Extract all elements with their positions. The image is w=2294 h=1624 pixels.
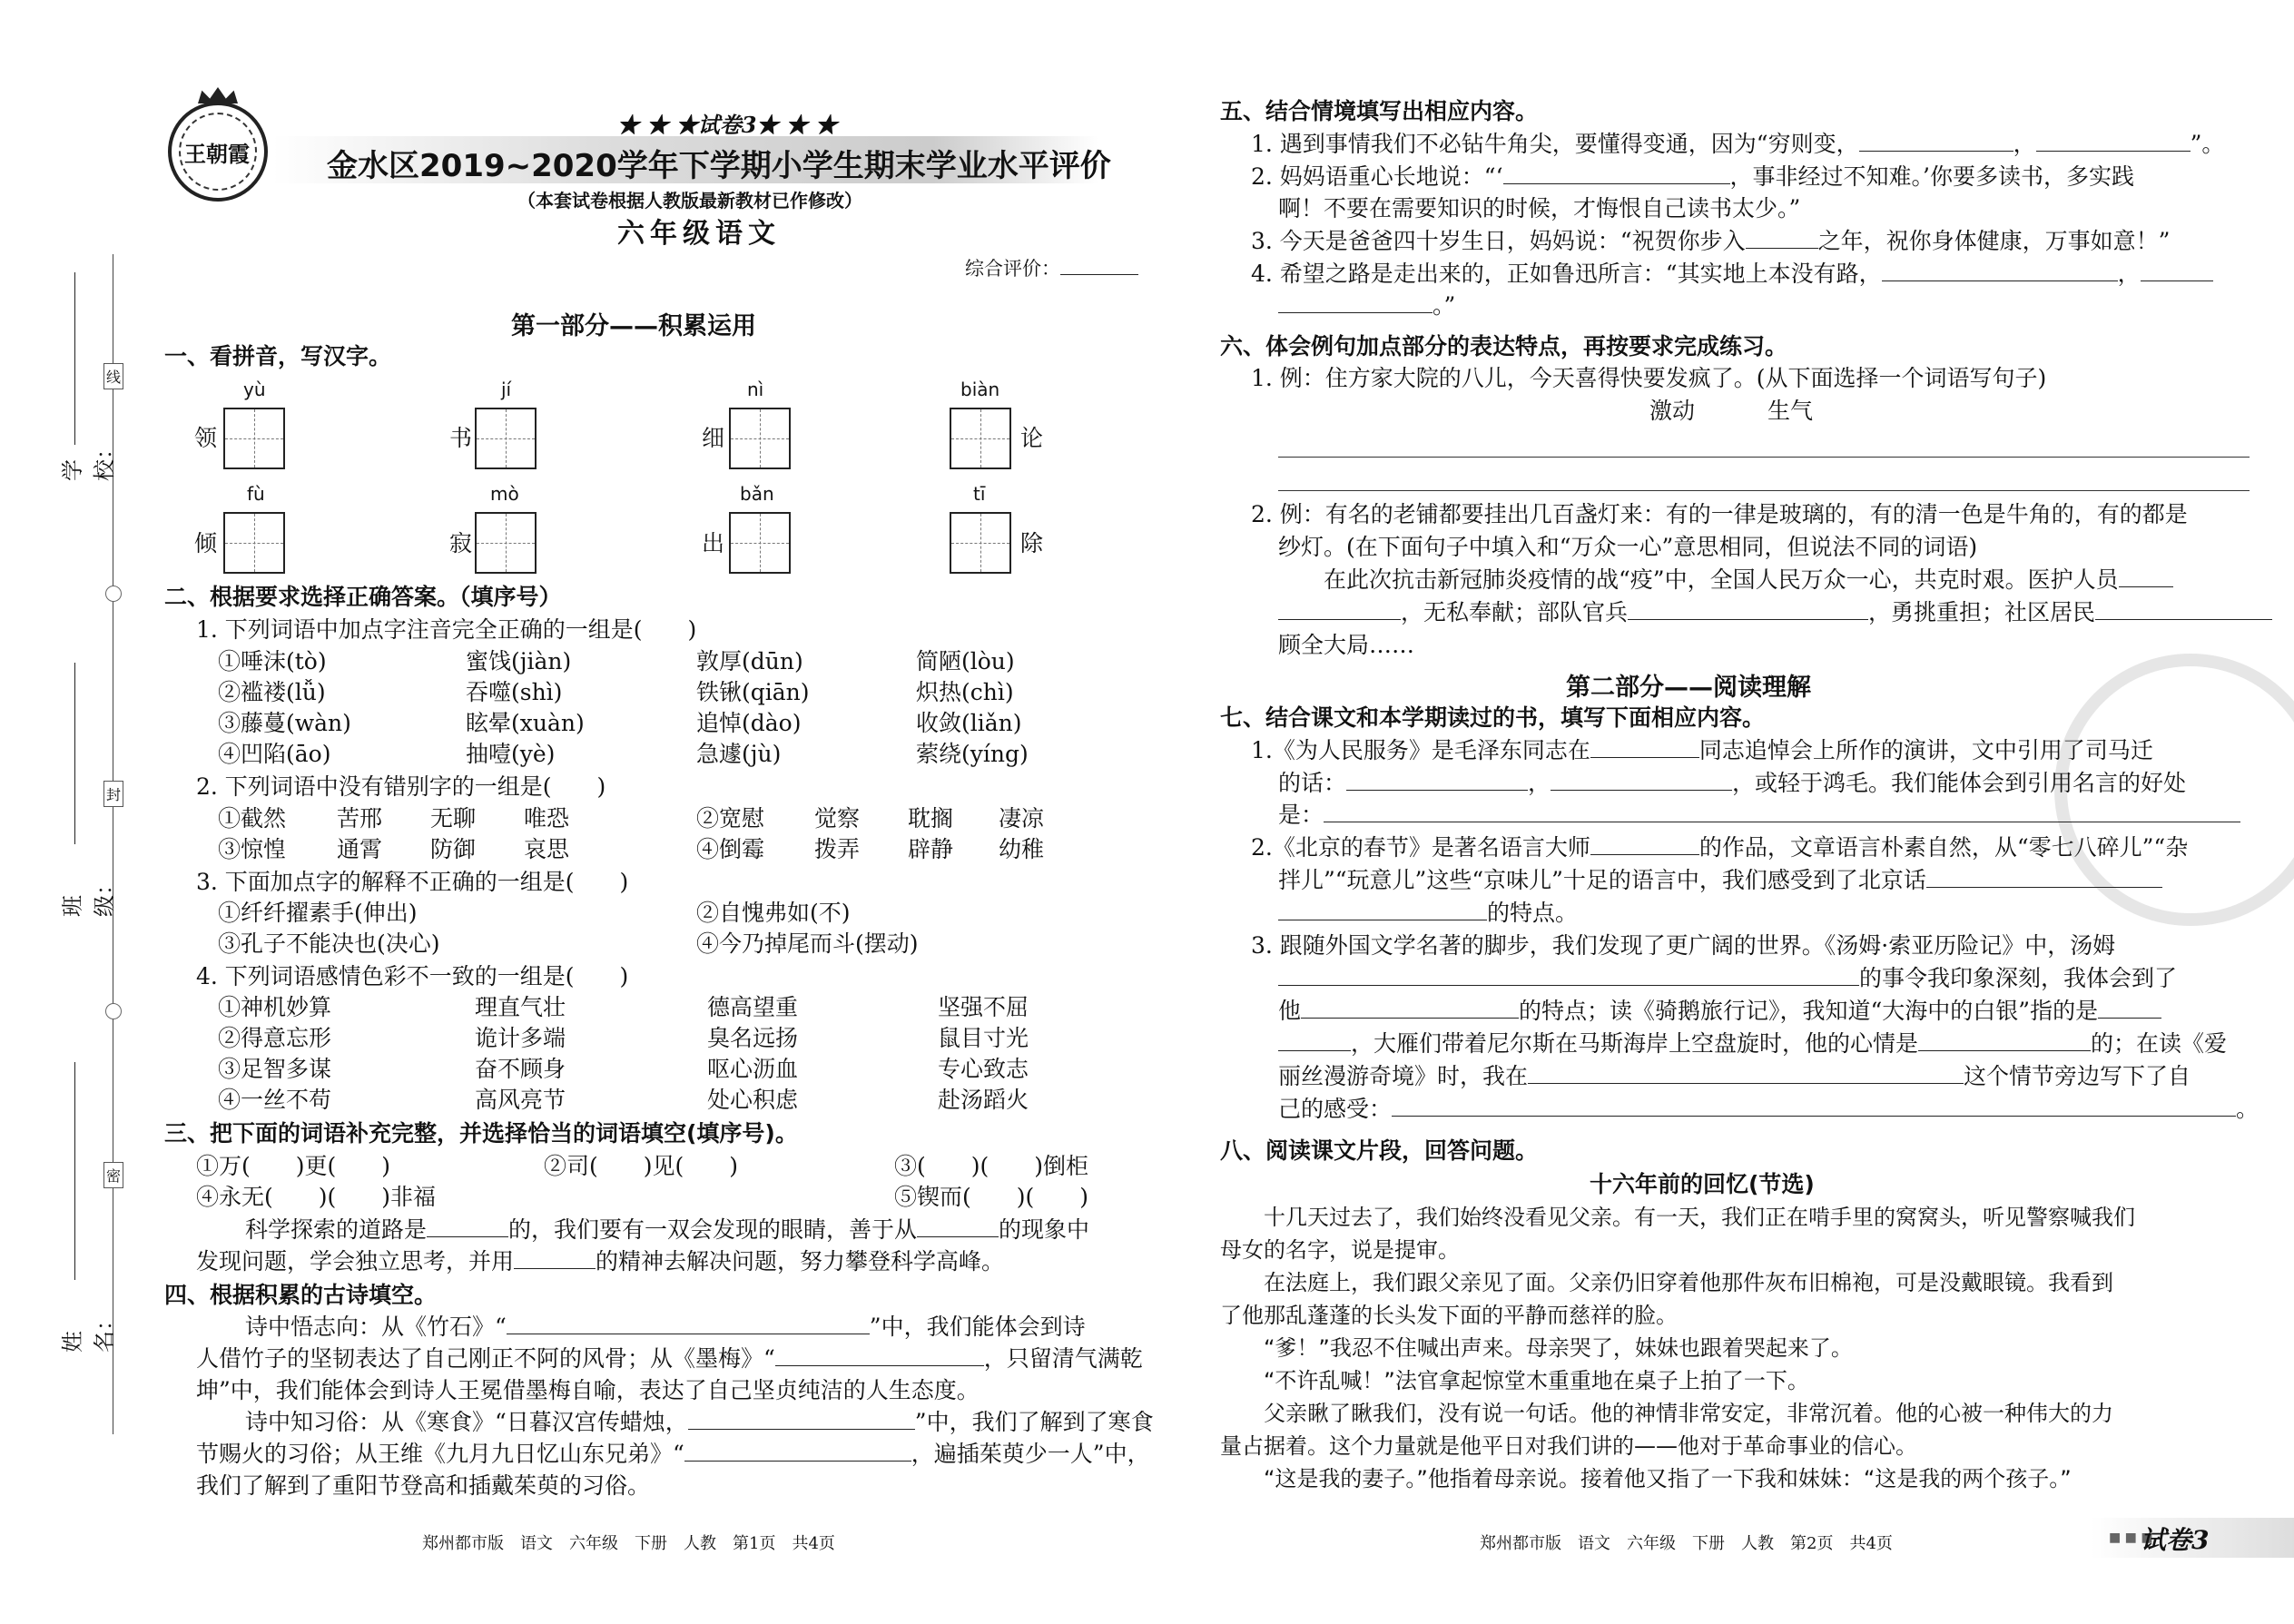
q2-s4-r2-c4: 鼠目寸光: [938, 1025, 1029, 1051]
q2-s3-r2-c2: ④今乃掉尾而斗(摆动): [696, 930, 919, 957]
q1-pinyin-8: tī: [973, 483, 986, 505]
q8-p2b: 了他那乱蓬蓬的长头发下面的平静而慈祥的脸。: [1220, 1303, 1678, 1328]
q6-answer-line-2[interactable]: [1278, 490, 2250, 491]
q3-r1-c2: ②司( )见( ): [544, 1153, 739, 1179]
q5-i1b: ，: [2013, 131, 2036, 157]
q2-s1-r4-c1: ④凹陷(āo): [218, 741, 331, 767]
q1-char-after-4: 论: [1020, 425, 1044, 451]
q3-r1-c3: ③( )( )倒柜: [894, 1153, 1089, 1179]
q4-l5b: ，遍插茱萸少一人”中，: [911, 1441, 1150, 1467]
q8-p6: “这是我的妻子。”他指着母亲说。接着他又指了一下我和妹妹：“这是我的两个孩子。”: [1264, 1466, 2072, 1491]
q7-a6: 是：: [1278, 802, 1324, 828]
q6-answer-line-1[interactable]: [1278, 457, 2250, 458]
q2-s1-r1-c3: 敦厚(dūn): [696, 648, 803, 674]
q8-p5: 父亲瞅了瞅我们，没有说一句话。他的神情非常安定，非常沉着。他的心被一种伟大的力: [1264, 1401, 2113, 1426]
q4-l4b: ”中，我们了解到了寒食: [914, 1409, 1154, 1435]
q7-a1: 1.《为人民服务》是毛泽东同志在: [1251, 737, 1590, 763]
q1-writing-box-2[interactable]: [475, 408, 537, 469]
trial-label-text: 试卷3: [697, 112, 757, 138]
q7-item1: [1251, 735, 2153, 766]
q7-item2: [1251, 832, 2188, 863]
q2-s4-r2-c3: 臭名远扬: [707, 1025, 799, 1051]
q7-blank-3[interactable]: [1551, 770, 1732, 791]
q8-p5b: 量占据着。这个力量就是他平日对我们讲的——他对于革命事业的信心。: [1220, 1433, 1917, 1459]
q6-blank-3[interactable]: [1628, 599, 1868, 620]
q7-item3-e: [1278, 1061, 2191, 1092]
q4-l1a: 诗中悟志向：从《竹石》“: [245, 1314, 507, 1340]
q1-pinyin-1: yù: [243, 379, 266, 400]
q1-pinyin-6: mò: [490, 483, 519, 505]
q5-item2: [1251, 162, 2134, 192]
q2-s4-r3-c3: 呕心沥血: [707, 1056, 799, 1082]
q7-blank-6[interactable]: [1926, 867, 2162, 888]
q7-item2-b: [1278, 865, 2162, 896]
q5-blank-2[interactable]: [2036, 131, 2191, 152]
q5-blank-1[interactable]: [1859, 131, 2013, 152]
binding-mi-char: 密: [103, 1162, 123, 1188]
q2-s4-r2-c2: 诡计多端: [475, 1025, 566, 1051]
q2-s3-r1-c2: ②自愧弗如(不): [696, 900, 851, 926]
q3-p1a: 科学探索的道路是: [245, 1216, 428, 1243]
q4-line4: [245, 1407, 1154, 1438]
q7-c3: 他: [1278, 998, 1302, 1024]
q7-c5: ，大雁们带着尼尔斯在马斯海岸上空盘旋时，他的心情是: [1351, 1030, 1919, 1057]
q7-blank-10[interactable]: [2098, 998, 2161, 1019]
q5-i4b: ，: [2117, 261, 2141, 287]
q4-l2a: 人借竹子的坚韧表达了自己刚正不阿的风骨；从《墨梅》“: [196, 1345, 775, 1372]
q5-blank-4[interactable]: [1746, 228, 1818, 249]
overall-rating-blank[interactable]: [1060, 254, 1138, 275]
q6-i2e: ，勇挑重担；社区居民: [1868, 599, 2096, 625]
q5-item4: [1251, 259, 2213, 290]
q7-c9: 己的感受：: [1278, 1096, 1393, 1122]
q2-s1-r4-c2: 抽噎(yè): [466, 741, 556, 767]
q7-item2-c: [1278, 898, 1578, 929]
q1-char-before-5: 倾: [194, 530, 218, 556]
footer-trial-label: 试卷3: [2141, 1525, 2210, 1555]
q2-s4-r4-c3: 处心积虑: [707, 1087, 799, 1113]
q1-pinyin-4: biàn: [960, 379, 1000, 400]
q3-r2-c2: ⑤锲而( )( ): [894, 1184, 1089, 1210]
q4-l4a: 诗中知习俗：从《寒食》“日暮汉宫传蜡烛，: [245, 1409, 688, 1435]
q4-blank-4[interactable]: [684, 1441, 911, 1462]
q3-para-line1: [245, 1215, 1089, 1245]
footer-squares: ■ ■ ■: [2109, 1530, 2153, 1545]
q2-s2-r1-c5: ②宽慰: [696, 805, 765, 832]
q7-b3: 拌儿”“玩意儿”这些“京味儿”十足的语言中，我们感受到了北京话: [1278, 867, 1926, 893]
q6-i2d: ，无私奉献；部队官兵: [1401, 599, 1629, 625]
q1-char-before-7: 出: [702, 530, 725, 556]
q4-line1: [245, 1312, 1086, 1343]
q5-blank-6[interactable]: [2141, 261, 2213, 281]
overall-rating-label: 综合评价：: [965, 258, 1060, 280]
q3-p2b: 的精神去解决问题，努力攀登科学高峰。: [596, 1248, 1005, 1275]
q4-blank-2[interactable]: [775, 1345, 984, 1366]
q1-writing-box-5[interactable]: [223, 512, 285, 574]
q2-s2-r1-c7: 耽搁: [908, 805, 954, 832]
q6-item2-f: 顾全大局……: [1278, 632, 1415, 658]
right-page: [1147, 0, 2294, 1624]
q7-b2: 的作品，文章语言朴素自然，从“零七八碎儿”“杂: [1698, 834, 2189, 861]
q2-s2-stem: 2. 下列词语中没有错别字的一组是( ): [196, 773, 606, 800]
name-field-line: [74, 1062, 75, 1280]
q2-s3-stem: 3. 下面加点字的解释不正确的一组是( ): [196, 869, 629, 895]
q1-writing-box-3[interactable]: [729, 408, 791, 469]
q1-writing-box-7[interactable]: [729, 512, 791, 574]
q4-line3: 坤”中，我们能体会到诗人王冕借墨梅自喻，表达了自己坚贞纯洁的人生态度。: [196, 1377, 980, 1403]
q6-item2-b: 纱灯。(在下面句子中填入和“万众一心”意思相同，但说法不同的词语): [1278, 534, 1978, 560]
q7-item3-d: [1278, 1029, 2227, 1059]
q6-blank-4[interactable]: [2095, 599, 2272, 620]
q2-s4-r1-c4: 坚强不屈: [938, 994, 1029, 1020]
q5-i1a: 1. 遇到事情我们不必钻牛角尖，要懂得变通，因为“穷则变，: [1251, 131, 1859, 157]
q2-s4-r3-c4: 专心致志: [938, 1056, 1029, 1082]
q5-blank-5[interactable]: [1882, 261, 2118, 281]
q7-b1: 2.《北京的春节》是著名语言大师: [1251, 834, 1590, 861]
part1-heading: 第一部分——积累运用: [511, 312, 756, 340]
q6-item2-c: [1324, 565, 2173, 595]
q6-i2c: 在此次抗击新冠肺炎疫情的战“疫”中，全国人民万众一心，共克时艰。医护人员: [1324, 566, 2119, 593]
q4-heading: 四、根据积累的古诗填空。: [164, 1282, 438, 1308]
q2-heading: 二、根据要求选择正确答案。（填序号）: [164, 584, 562, 610]
q6-item1: 1. 例：住方家大院的八儿，今天喜得快要发疯了。(从下面选择一个词语写句子): [1251, 365, 2047, 391]
q7-c8: 这个情节旁边写下了自: [1964, 1063, 2191, 1089]
q7-blank-12[interactable]: [1918, 1030, 2091, 1051]
q3-r1-c1: ①万( )更( ): [196, 1153, 391, 1179]
q1-char-after-8: 除: [1020, 530, 1044, 556]
q7-blank-14[interactable]: [1392, 1096, 2236, 1117]
q5-i4c: 。”: [1433, 292, 1456, 319]
q2-s1-r2-c2: 吞噬(shì): [466, 679, 563, 705]
q4-line5: [196, 1439, 1150, 1470]
q4-blank-1[interactable]: [507, 1314, 870, 1334]
q2-s1-r2-c1: ②褴褛(lǚ): [218, 679, 326, 705]
q2-s2-r2-c3: 防御: [430, 836, 477, 862]
q5-i2b: ，事非经过不知难。’你要多读书，多实践: [1729, 163, 2134, 190]
q2-s4-r4-c2: 高风亮节: [475, 1087, 566, 1113]
q6-blank-2[interactable]: [1278, 599, 1401, 620]
q6-word-1: 激动: [1649, 398, 1696, 424]
class-field[interactable]: [54, 663, 117, 953]
q5-blank-3[interactable]: [1503, 163, 1730, 184]
logo-crown: [198, 87, 238, 103]
exam-title: 金水区2019~2020学年下学期小学生期末学业水平评价: [327, 148, 1111, 184]
overall-rating: [965, 254, 1138, 281]
q7-blank-11[interactable]: [1278, 1030, 1351, 1051]
q4-l1b: ”中，我们能体会到诗: [869, 1314, 1086, 1340]
q2-s1-r1-c1: ①唾沫(tò): [218, 648, 327, 674]
q3-blank-3[interactable]: [514, 1248, 596, 1269]
binding-seal-char: 封: [103, 781, 123, 807]
q7-a3: 的话：: [1278, 770, 1347, 796]
q2-s4-r1-c1: ①神机妙算: [218, 994, 332, 1020]
q2-s1-r3-c1: ③藤蔓(wàn): [218, 710, 351, 736]
q7-blank-1[interactable]: [1590, 737, 1699, 758]
q2-s1-r1-c4: 简陋(lòu): [916, 648, 1015, 674]
q8-p4: “不许乱喊！”法官拿起惊堂木重重地在桌子上拍了一下。: [1264, 1368, 1809, 1393]
q3-blank-1[interactable]: [427, 1216, 508, 1237]
q7-item1-b: [1278, 768, 2186, 799]
school-label: 学校：: [60, 438, 117, 481]
binding-dot-2: [105, 1003, 122, 1019]
q7-c2: 的事令我印象深刻，我体会到了: [1859, 965, 2178, 991]
q7-item3-f: [1278, 1094, 2259, 1125]
q4-blank-3[interactable]: [688, 1409, 915, 1430]
q6-heading: 六、体会例句加点部分的表达特点，再按要求完成练习。: [1220, 333, 1788, 359]
name-field[interactable]: [54, 1062, 117, 1389]
q2-s4-stem: 4. 下列词语感情色彩不一致的一组是( ): [196, 963, 629, 989]
q5-i1c: ”。: [2190, 131, 2225, 157]
q5-item4-cont: [1278, 290, 1455, 321]
q6-blank-1[interactable]: [2119, 566, 2173, 587]
q2-s4-r4-c1: ④一丝不苟: [218, 1087, 332, 1113]
q2-s4-r3-c1: ③足智多谋: [218, 1056, 332, 1082]
q4-l5a: 节赐火的习俗；从王维《九月九日忆山东兄弟》“: [196, 1441, 684, 1467]
q7-a4: ，: [1528, 770, 1551, 796]
q2-s4-r1-c2: 理直气壮: [475, 994, 566, 1020]
q1-writing-box-4[interactable]: [950, 408, 1011, 469]
q2-s2-r1-c2: 苦邢: [337, 805, 383, 832]
q2-s1-r3-c2: 眩晕(xuàn): [466, 710, 585, 736]
q7-blank-7[interactable]: [1278, 900, 1487, 920]
q2-s2-r2-c8: 幼稚: [999, 836, 1045, 862]
q2-s1-r1-c2: 蜜饯(jiàn): [466, 648, 572, 674]
q2-s2-r2-c7: 辟静: [908, 836, 954, 862]
q2-s1-r4-c3: 急遽(jù): [696, 741, 782, 767]
q1-pinyin-2: jí: [501, 379, 512, 400]
q5-i4a: 4. 希望之路是走出来的，正如鲁迅所言：“其实地上本没有路，: [1251, 261, 1882, 287]
q7-c7: 丽丝漫游奇境》时，我在: [1278, 1063, 1529, 1089]
q1-char-before-3: 细: [702, 425, 725, 451]
q5-item3: [1251, 226, 2170, 257]
q7-blank-2[interactable]: [1346, 770, 1528, 791]
q3-heading: 三、把下面的词语补充完整，并选择恰当的词语填空(填序号)。: [164, 1120, 798, 1147]
binding-margin: [54, 254, 122, 1434]
q8-p1: 十几天过去了，我们始终没看见父亲。有一天，我们正在啃手里的窝窝头，听见警察喊我们: [1264, 1205, 2135, 1230]
q2-s3-r1-c1: ①纤纤擢素手(伸出): [218, 900, 418, 926]
q2-s2-r1-c4: 唯恐: [524, 805, 570, 832]
q7-item3-c: [1278, 996, 2161, 1027]
right-footer: 郑州都市版 语文 六年级 下册 人教 第2页 共4页: [1480, 1534, 1893, 1553]
q8-p2: 在法庭上，我们跟父亲见了面。父亲仍旧穿着他那件灰布旧棉袍，可是没戴眼镜。我看到: [1264, 1270, 2113, 1295]
logo-text: 王朝霞: [184, 141, 250, 167]
q2-s2-r1-c8: 凄凉: [999, 805, 1045, 832]
q7-blank-9[interactable]: [1301, 998, 1519, 1019]
q2-s2-r1-c6: 觉察: [814, 805, 861, 832]
q7-c6: 的；在读《爱: [2091, 1030, 2228, 1057]
exam-subject: 六年级语文: [617, 218, 781, 250]
q7-blank-4[interactable]: [1324, 802, 2240, 822]
school-field-line: [74, 272, 75, 445]
q7-blank-8[interactable]: [1278, 965, 1859, 986]
q8-heading: 八、阅读课文片段，回答问题。: [1220, 1137, 1539, 1164]
q1-pinyin-3: nì: [747, 379, 764, 400]
q7-item3-b: [1278, 963, 2177, 994]
q3-p1c: 的现象中: [999, 1216, 1090, 1243]
q2-s1-r2-c3: 铁锹(qiān): [696, 679, 810, 705]
q2-s4-r4-c4: 赴汤蹈火: [938, 1087, 1029, 1113]
binding-line-char: 线: [103, 363, 123, 389]
school-field[interactable]: [54, 263, 117, 536]
binding-dot-1: [105, 586, 122, 602]
exam-note: （本套试卷根据人教版最新教材已作修改）: [517, 190, 862, 212]
q7-heading: 七、结合课文和本学期读过的书，填写下面相应内容。: [1220, 704, 1766, 731]
q6-item2: 2. 例：有名的老铺都要挂出几百盏灯来：有的一律是玻璃的，有的清一色是牛角的，有的都是: [1251, 501, 2188, 527]
q3-r2-c1: ④永无( )( )非福: [196, 1184, 437, 1210]
q1-heading: 一、看拼音，写汉字。: [164, 343, 392, 369]
q5-i3a: 3. 今天是爸爸四十岁生日，妈妈说：“祝贺你步入: [1251, 228, 1746, 254]
class-field-line: [74, 663, 75, 844]
q5-blank-7[interactable]: [1278, 292, 1433, 313]
q5-item2-cont: 啊！不要在需要知识的时候，才悔恨自己读书太少。”: [1278, 195, 1801, 221]
q7-item1-c: [1278, 800, 2240, 831]
q2-s1-r3-c3: 追悼(dào): [696, 710, 802, 736]
q3-blank-2[interactable]: [917, 1216, 999, 1237]
q5-heading: 五、结合情境填写出相应内容。: [1220, 98, 1539, 124]
q2-s2-r1-c3: 无聊: [430, 805, 477, 832]
q8-passage-title: 十六年前的回忆(节选): [1590, 1171, 1815, 1197]
q6-word-2: 生气: [1767, 398, 1814, 424]
q7-blank-5[interactable]: [1590, 834, 1699, 855]
q8-p3: “爹！”我忍不住喊出声来。母亲哭了，妹妹也跟着哭起来了。: [1264, 1335, 1853, 1361]
part2-heading: 第二部分——阅读理解: [1566, 674, 1811, 702]
q3-para-line2: [196, 1246, 1004, 1277]
q7-c10: 。: [2236, 1096, 2260, 1122]
q1-pinyin-5: fù: [247, 483, 265, 505]
q2-s1-r3-c4: 收敛(liǎn): [916, 710, 1022, 736]
q2-s4-r3-c2: 奋不顾身: [475, 1056, 566, 1082]
q1-writing-box-1[interactable]: [223, 408, 285, 469]
q5-i2a: 2. 妈妈语重心长地说：“‘: [1251, 163, 1503, 190]
class-label: 班级：: [60, 873, 117, 917]
q1-char-before-2: 书: [449, 425, 473, 451]
left-footer: 郑州都市版 语文 六年级 下册 人教 第1页 共4页: [422, 1534, 835, 1553]
q2-s1-r2-c4: 炽热(chì): [916, 679, 1014, 705]
q5-i3b: 之年，祝你身体健康，万事如意！”: [1817, 228, 2171, 254]
q1-char-before-6: 寂: [449, 530, 473, 556]
q7-b4: 的特点。: [1487, 900, 1579, 926]
q2-s2-r2-c5: ④倒霉: [696, 836, 765, 862]
q2-s4-r1-c3: 德高望重: [707, 994, 799, 1020]
q7-a2: 同志追悼会上所作的演讲，文中引用了司马迁: [1698, 737, 2153, 763]
q4-line2: [196, 1343, 1143, 1374]
q7-a5: ，或轻于鸿毛。我们能体会到引用名言的好处: [1732, 770, 2187, 796]
q1-pinyin-7: bǎn: [740, 483, 774, 505]
q3-p2a: 发现问题，学会独立思考，并用: [196, 1248, 515, 1275]
trial-label: ★ ★ ★试卷3★ ★ ★: [617, 112, 838, 138]
q2-s2-r2-c1: ③惊惶: [218, 836, 287, 862]
logo-seal: [168, 102, 268, 202]
name-label: 姓名：: [60, 1309, 117, 1353]
q5-item1: [1251, 129, 2224, 160]
q2-s2-r2-c4: 哀思: [524, 836, 570, 862]
q7-item3: 3. 跟随外国文学名著的脚步，我们发现了更广阔的世界。《汤姆·索亚历险记》中，汤姆: [1251, 932, 2116, 959]
q2-s2-r2-c2: 通霄: [337, 836, 383, 862]
q6-item2-d: [1278, 597, 2272, 628]
q2-s2-r1-c1: ①截然: [218, 805, 287, 832]
q2-s2-r2-c6: 拨弄: [814, 836, 861, 862]
q4-line6: 我们了解到了重阳节登高和插戴茱萸的习俗。: [196, 1472, 651, 1499]
q2-s1-r4-c4: 萦绕(yíng): [916, 741, 1029, 767]
q3-p1b: 的，我们要有一双会发现的眼睛，善于从: [508, 1216, 918, 1243]
q1-char-before-1: 领: [194, 425, 218, 451]
q2-s3-r2-c1: ③孔子不能决也(决心): [218, 930, 440, 957]
q7-blank-13[interactable]: [1528, 1063, 1964, 1084]
q2-s1-stem: 1. 下列词语中加点字注音完全正确的一组是( ): [196, 616, 697, 643]
q7-c4: 的特点；读《骑鹅旅行记》，我知道“大海中的白银”指的是: [1519, 998, 2099, 1024]
q4-l2b: ，只留清气满乾: [983, 1345, 1143, 1372]
q8-p1b: 母女的名字，说是提审。: [1220, 1237, 1460, 1263]
q2-s4-r2-c1: ②得意忘形: [218, 1025, 332, 1051]
q1-writing-box-8[interactable]: [950, 512, 1011, 574]
q1-writing-box-6[interactable]: [475, 512, 537, 574]
